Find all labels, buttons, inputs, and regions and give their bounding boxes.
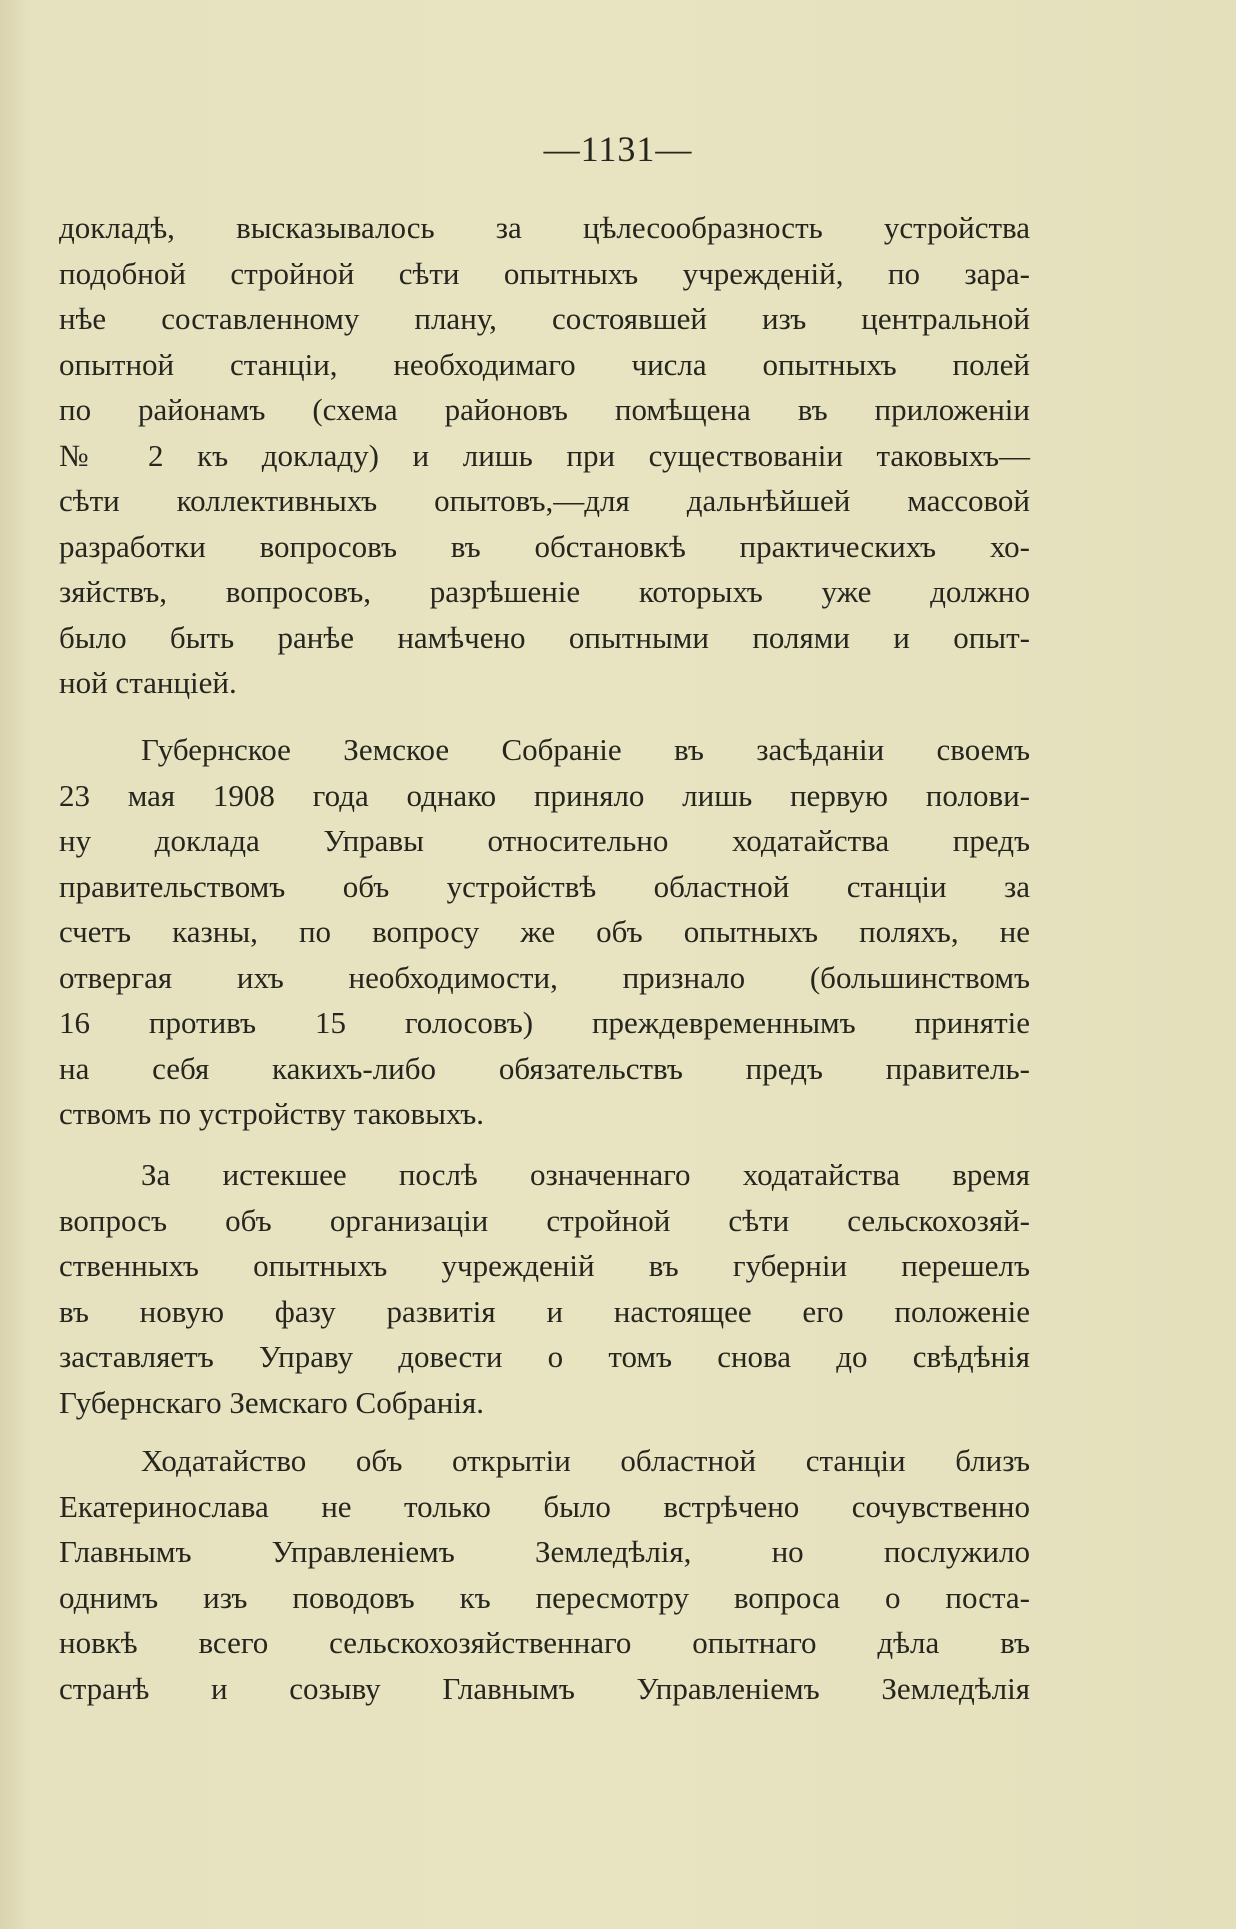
page-number: —1131—: [543, 129, 693, 169]
text-line: ствомъ по устройству таковыхъ.: [59, 1096, 485, 1131]
text-line: Губернское Земское Собраніе въ засѣданіи своемъ: [141, 732, 1030, 767]
text-line: Губернскаго Земскаго Собранія.: [59, 1384, 484, 1420]
text-line: сѣти коллективныхъ опытовъ,—для дальнѣйшей массовой: [59, 483, 1030, 518]
text-line: За истекшее послѣ означеннаго ходатайства время: [141, 1157, 1030, 1192]
text-line: докладѣ, высказывалось за цѣлесообразность устройства: [59, 210, 1030, 245]
paragraph-4: [59, 1438, 1030, 1711]
text-line: въ новую фазу развитія и настоящее его положеніе: [59, 1293, 1030, 1329]
text-line: правительствомъ объ устройствѣ областной станціи за: [59, 868, 1030, 904]
text-line: опытной станціи, необходимаго числа опытныхъ полей: [59, 346, 1030, 382]
text-line: ну доклада Управы относительно ходатайства предъ: [59, 823, 1030, 858]
text-line: новкѣ всего сельскохозяйственнаго опытнаго дѣла въ: [59, 1625, 1030, 1660]
text-line: ственныхъ опытныхъ учрежденій въ губерніи перешелъ: [59, 1248, 1030, 1283]
text-line: однимъ изъ поводовъ къ пересмотру вопроса о поста-: [59, 1579, 1030, 1615]
text-line: было быть ранѣе намѣчено опытными полями и опыт-: [59, 619, 1030, 655]
text-line: зяйствъ, вопросовъ, разрѣшеніе которыхъ уже должно: [59, 574, 1030, 609]
text-line: подобной стройной сѣти опытныхъ учрежденій, по зара-: [59, 255, 1030, 291]
text-line: Екатеринослава не только было встрѣчено сочувственно: [59, 1488, 1030, 1524]
text-line: нѣе составленному плану, состоявшей изъ центральной: [59, 301, 1030, 336]
text-line: ной станціей.: [59, 665, 237, 700]
text-line: странѣ и созыву Главнымъ Управленіемъ Земледѣлія: [59, 1670, 1030, 1706]
paragraph-3: [59, 1152, 1030, 1425]
text-line: Ходатайство объ открытіи областной станціи близъ: [141, 1443, 1030, 1478]
text-line: № 2 къ докладу) и лишь при существованіи таковыхъ—: [59, 437, 1030, 473]
text-line: отвергая ихъ необходимости, признало (большинствомъ: [59, 959, 1030, 995]
text-line: 16 противъ 15 голосовъ) преждевременнымъ принятіе: [59, 1005, 1030, 1040]
text-line: разработки вопросовъ въ обстановкѣ практическихъ хо-: [59, 528, 1030, 564]
paragraph-2: [59, 727, 1030, 1137]
text-line: счетъ казны, по вопросу же объ опытныхъ поляхъ, не: [59, 914, 1030, 949]
text-line: по районамъ (схема районовъ помѣщена въ приложеніи: [59, 392, 1030, 427]
text-line: Главнымъ Управленіемъ Земледѣлія, но послужило: [59, 1534, 1030, 1569]
text-line: вопросъ объ организаціи стройной сѣти сельскохозяй-: [59, 1202, 1030, 1238]
text-line: 23 мая 1908 года однако приняло лишь первую полови-: [59, 777, 1030, 813]
text-line: заставляетъ Управу довести о томъ снова до свѣдѣнія: [59, 1339, 1030, 1374]
paragraph-1: [59, 205, 1030, 706]
text-line: на себя какихъ-либо обязательствъ предъ правитель-: [59, 1050, 1030, 1086]
